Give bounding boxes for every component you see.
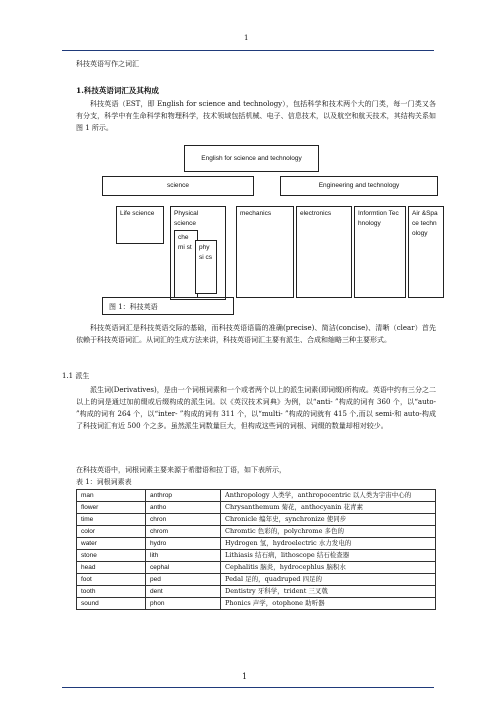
root-cell: dent bbox=[146, 586, 221, 598]
intro-paragraph: 科技英语（EST，即 English for science and technology），包括科学和技术两个大的门类，每一门类又各有分支，科学中有生命科学和物理科学，技术领域包括机械、电子、信息技术，以及航空和航天技术，其结构关系如图 1 所示。 bbox=[76, 100, 436, 132]
root-cell: phon bbox=[146, 598, 221, 610]
meaning-cell: man bbox=[77, 490, 146, 502]
header-page-number: 1 bbox=[244, 34, 249, 42]
root-cell: anthrop bbox=[146, 490, 221, 502]
diagram-electronics-label: electronics bbox=[300, 210, 332, 217]
table-row bbox=[77, 574, 436, 586]
root-cell: lith bbox=[146, 550, 221, 562]
diagram-it-box bbox=[354, 206, 406, 298]
diagram-physics-box bbox=[195, 240, 217, 294]
examples-cell: Dentistry 牙科学，trident 三叉戟 bbox=[221, 586, 436, 598]
footer-page-number: 1 bbox=[242, 672, 248, 681]
root-cell: chrom bbox=[146, 526, 221, 538]
diagram-aerospace-label: Air &Space technology bbox=[412, 210, 438, 237]
meaning-cell: water bbox=[77, 538, 146, 550]
table-row bbox=[77, 598, 436, 610]
meaning-cell: flower bbox=[77, 502, 146, 514]
table-row bbox=[77, 562, 436, 574]
root-cell: ped bbox=[146, 574, 221, 586]
diagram-chemist-label: che mi st bbox=[178, 234, 192, 251]
diagram-root-label: English for science and technology bbox=[201, 154, 302, 162]
root-cell: hydro bbox=[146, 538, 221, 550]
diagram-it-label: Informtion Technology bbox=[358, 210, 399, 227]
table-row bbox=[77, 538, 436, 550]
table-row bbox=[77, 526, 436, 538]
meaning-cell: time bbox=[77, 514, 146, 526]
footer-rule bbox=[62, 687, 434, 688]
examples-cell: Phonics 声学，otophone 助听器 bbox=[221, 598, 436, 610]
examples-cell: Chromtic 色彩的，polychrome 多色的 bbox=[221, 526, 436, 538]
diagram-life-science-box bbox=[116, 206, 164, 244]
examples-cell: Hydrogen 氢，hydroelectric 水力发电的 bbox=[221, 538, 436, 550]
table-row bbox=[77, 586, 436, 598]
figure-caption: 图 1：科技英语 bbox=[102, 297, 234, 315]
table-row bbox=[77, 514, 436, 526]
examples-cell: Lithiasis 结石病，lithoscope 结石检查器 bbox=[221, 550, 436, 562]
examples-cell: Pedal 足的，quadruped 四足的 bbox=[221, 574, 436, 586]
header-rule bbox=[62, 50, 434, 51]
diagram-mechanics-box bbox=[236, 206, 294, 298]
meaning-cell: head bbox=[77, 562, 146, 574]
table-title: 表 1：词根词素表 bbox=[76, 478, 132, 486]
document-title: 科技英语写作之词汇 bbox=[76, 60, 139, 68]
diagram-root-box bbox=[184, 145, 319, 172]
diagram-physical-science-label: Physical science bbox=[174, 210, 199, 227]
diagram-life-science-label: Life science bbox=[120, 210, 155, 217]
examples-cell: Chrysanthemum 菊花，anthocyanin 花青素 bbox=[221, 502, 436, 514]
root-cell: antho bbox=[146, 502, 221, 514]
roots-table bbox=[76, 489, 436, 610]
table-row bbox=[77, 502, 436, 514]
diagram-science-label: science bbox=[166, 182, 190, 189]
root-cell: cephal bbox=[146, 562, 221, 574]
meaning-cell: stone bbox=[77, 550, 146, 562]
section-heading: 1.科技英语词汇及其构成 bbox=[76, 86, 159, 95]
meaning-cell: color bbox=[77, 526, 146, 538]
subsection-heading: 1.1 派生 bbox=[62, 372, 90, 380]
diagram-electronics-box bbox=[296, 206, 352, 298]
root-cell: chron bbox=[146, 514, 221, 526]
vocabulary-paragraph: 科技英语词汇是科技英语交际的基础，而科技英语语篇的准确(precise)、简洁(concise)、清晰（clear）首先依赖于科技英语词汇。从词汇的生成方法来讲，科技英语词汇主要有派生、合成和缩略三种主要形式。 bbox=[76, 324, 436, 344]
examples-cell: Chronicle 编年史，synchronize 使同步 bbox=[221, 514, 436, 526]
examples-cell: Cephalitis 脑炎，hydrocephlus 脑积水 bbox=[221, 562, 436, 574]
diagram-engineering-box bbox=[280, 176, 438, 196]
diagram-engineering-label: Engineering and technology bbox=[318, 182, 400, 189]
table-row bbox=[77, 490, 436, 502]
diagram-physics-label: phy si cs bbox=[199, 244, 212, 261]
diagram-aerospace-box bbox=[408, 206, 444, 298]
meaning-cell: sound bbox=[77, 598, 146, 610]
examples-cell: Anthropology 人类学，anthropocentric 以人类为宇宙中心的 bbox=[221, 490, 436, 502]
meaning-cell: tooth bbox=[77, 586, 146, 598]
derivatives-paragraph: 派生词(Derivatives)，是由一个词根词素和一个或者两个以上的派生词素(即词缀)所构成。英语中约有三分之二以上的词是通过加前缀或后缀构成的派生词。以《英汉技术词典》为例，以“anti- ”构成的词有 360 个，以“auto- ”构成的词有 264 个，以“inter- ”构成的词有 311 个，以“multi- ”构成的词就有 415 个,而以 semi-和 auto-构成了科技词汇有近 500 个之多。虽然派生词数量巨大，但构成这些词的词根、词缀的数量却相对较少。 bbox=[76, 386, 436, 430]
diagram-science-box bbox=[102, 176, 254, 196]
table-intro: 在科技英语中，词根词素主要来源于希腊语和拉丁语，如下表所示， bbox=[76, 466, 286, 474]
diagram-mechanics-label: mechanics bbox=[240, 210, 272, 217]
table-row bbox=[77, 550, 436, 562]
meaning-cell: foot bbox=[77, 574, 146, 586]
